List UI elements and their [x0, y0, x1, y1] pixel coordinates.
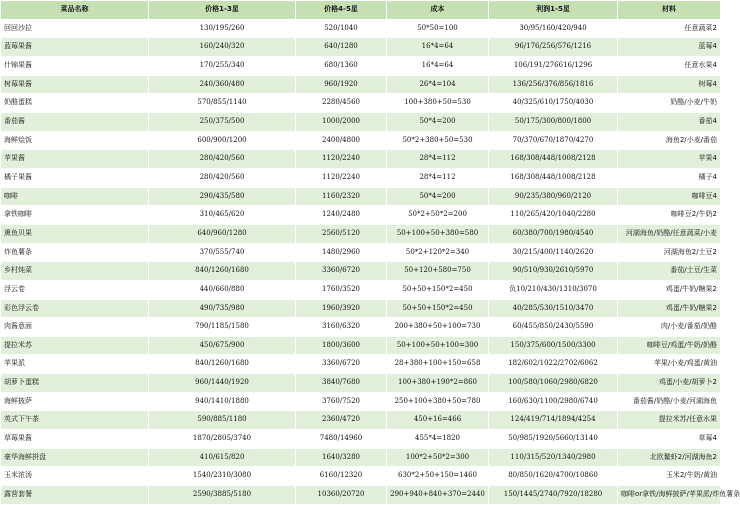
ingredients-cell: 草莓4 [618, 430, 721, 449]
price-4-5-cell: 1240/2480 [296, 206, 387, 225]
table-row [1, 467, 721, 486]
ingredients-cell: 咖啡or拿铁/海鲜披萨/苹果派/炸鱼薯条 [618, 486, 721, 505]
price-4-5-cell: 2400/4800 [296, 131, 387, 150]
price-4-5-cell: 1000/2000 [296, 112, 387, 131]
price-1-3-cell: 840/1260/1680 [149, 355, 296, 374]
price-1-3-cell: 370/555/740 [149, 243, 296, 262]
price-4-5-cell: 1640/3280 [296, 448, 387, 467]
dish-name-cell: 拿铁咖啡 [1, 206, 149, 225]
cost-cell: 50*2+380+50=530 [387, 131, 489, 150]
table-row [1, 19, 721, 38]
ingredients-cell: 蓝莓4 [618, 38, 721, 57]
ingredients-cell: 奶酪/小麦/牛奶 [618, 94, 721, 113]
ingredients-cell: 咖啡豆2/牛奶2 [618, 206, 721, 225]
price-1-3-cell: 1540/2310/3080 [149, 467, 296, 486]
price-4-5-cell: 520/1040 [296, 19, 387, 38]
cost-cell: 50*50=100 [387, 19, 489, 38]
ingredients-cell: 河湖海鱼/奶酪/任意蔬菜/小麦 [618, 224, 721, 243]
price-1-3-cell: 410/615/820 [149, 448, 296, 467]
cost-cell: 50*4=200 [387, 187, 489, 206]
profit-cell: 100/580/1060/2980/6820 [489, 374, 618, 393]
cost-cell: 16*4=64 [387, 56, 489, 75]
price-1-3-cell: 960/1440/1920 [149, 374, 296, 393]
cost-cell: 16*4=64 [387, 38, 489, 57]
ingredients-cell: 河湖海鱼2/土豆2 [618, 243, 721, 262]
price-1-3-cell: 310/465/620 [149, 206, 296, 225]
table-row [1, 38, 721, 57]
profit-cell: 90/235/380/960/2120 [489, 187, 618, 206]
dish-name-cell: 奶酪蛋糕 [1, 94, 149, 113]
dish-name-cell: 英式下午茶 [1, 411, 149, 430]
dish-name-cell: 海鲜披萨 [1, 392, 149, 411]
dish-name-cell: 橘子果酱 [1, 168, 149, 187]
price-4-5-cell: 1760/3520 [296, 280, 387, 299]
profit-cell: 70/370/670/1870/4270 [489, 131, 618, 150]
price-1-3-cell: 640/960/1280 [149, 224, 296, 243]
price-1-3-cell: 240/360/480 [149, 75, 296, 94]
cost-cell: 50*2+50*2=200 [387, 206, 489, 225]
price-1-3-cell: 160/240/320 [149, 38, 296, 57]
profit-cell: 182/602/1022/2702/6062 [489, 355, 618, 374]
price-1-3-cell: 250/375/500 [149, 112, 296, 131]
dish-name-cell: 苹果酱 [1, 150, 149, 169]
dish-name-cell: 玉米浓汤 [1, 467, 149, 486]
table-row [1, 243, 721, 262]
price-4-5-cell: 1480/2960 [296, 243, 387, 262]
price-4-5-cell: 10360/20720 [296, 486, 387, 505]
dish-name-cell: 乡村炖菜 [1, 262, 149, 281]
dish-name-cell: 苹果派 [1, 355, 149, 374]
price-4-5-cell: 2360/4720 [296, 411, 387, 430]
profit-cell: 30/95/160/420/940 [489, 19, 618, 38]
profit-cell: 106/191/276616/1296 [489, 56, 618, 75]
price-4-5-cell: 960/1920 [296, 75, 387, 94]
cost-cell: 290+940+840+370=2440 [387, 486, 489, 505]
ingredients-cell: 番茄酱/奶酪/小麦/河湖海鱼 [618, 392, 721, 411]
ingredients-cell: 玉米2/牛奶/黄油 [618, 467, 721, 486]
table-row [1, 411, 721, 430]
price-1-3-cell: 840/1260/1680 [149, 262, 296, 281]
table-row [1, 206, 721, 225]
header-price-1-3-star: 价格1-3星 [149, 1, 296, 20]
price-4-5-cell: 680/1360 [296, 56, 387, 75]
table-row [1, 336, 721, 355]
ingredients-cell: 提拉米苏/任意水果 [618, 411, 721, 430]
dish-name-cell: 什锦果酱 [1, 56, 149, 75]
profit-cell: 160/630/1100/2980/6740 [489, 392, 618, 411]
dish-name-cell: 肉酱意面 [1, 318, 149, 337]
price-4-5-cell: 3360/6720 [296, 262, 387, 281]
header-dish-name: 菜品名称 [1, 1, 149, 20]
price-4-5-cell: 3160/6320 [296, 318, 387, 337]
cost-cell: 250+100+380+50=780 [387, 392, 489, 411]
cost-cell: 50+50+150*2=450 [387, 280, 489, 299]
cost-cell: 450+16=466 [387, 411, 489, 430]
table-row [1, 131, 721, 150]
profit-cell: 110/265/420/1040/2280 [489, 206, 618, 225]
cost-cell: 50+100+50+380=580 [387, 224, 489, 243]
price-4-5-cell: 3760/7520 [296, 392, 387, 411]
profit-cell: 90/510/930/2610/5970 [489, 262, 618, 281]
table-row [1, 75, 721, 94]
ingredients-cell: 任意蔬菜2 [618, 19, 721, 38]
price-4-5-cell: 3840/7680 [296, 374, 387, 393]
dish-name-cell: 浮云卷 [1, 280, 149, 299]
table-row [1, 486, 721, 505]
price-1-3-cell: 570/855/1140 [149, 94, 296, 113]
price-4-5-cell: 1120/2240 [296, 168, 387, 187]
table-row [1, 150, 721, 169]
cost-cell: 50*2+120*2=340 [387, 243, 489, 262]
ingredients-cell: 橘子4 [618, 168, 721, 187]
cost-cell: 50+50+150*2=450 [387, 299, 489, 318]
cost-cell: 50+100+50+100=300 [387, 336, 489, 355]
price-1-3-cell: 290/435/580 [149, 187, 296, 206]
ingredients-cell: 咖啡豆4 [618, 187, 721, 206]
cost-cell: 200+380+50+100=730 [387, 318, 489, 337]
dish-name-cell: 露营套餐 [1, 486, 149, 505]
header-row [1, 1, 721, 20]
price-4-5-cell: 1120/2240 [296, 150, 387, 169]
profit-cell: 136/256/376/856/1816 [489, 75, 618, 94]
price-1-3-cell: 790/1185/1580 [149, 318, 296, 337]
cost-cell: 26*4=104 [387, 75, 489, 94]
ingredients-cell: 肉/小麦/番茄/奶酪 [618, 318, 721, 337]
profit-cell: 30/215/400/1140/2620 [489, 243, 618, 262]
table-row [1, 392, 721, 411]
price-4-5-cell: 1800/3600 [296, 336, 387, 355]
table-header [1, 1, 721, 20]
cost-cell: 100+380+190*2=860 [387, 374, 489, 393]
price-4-5-cell: 2280/4560 [296, 94, 387, 113]
ingredients-cell: 树莓4 [618, 75, 721, 94]
dish-name-cell: 彩色浮云卷 [1, 299, 149, 318]
price-4-5-cell: 1960/3920 [296, 299, 387, 318]
profit-cell: 60/455/850/2430/5590 [489, 318, 618, 337]
cost-cell: 100*2+50*2=300 [387, 448, 489, 467]
cost-cell: 28*4=112 [387, 150, 489, 169]
table-row [1, 56, 721, 75]
profit-cell: 150/375/600/1500/3300 [489, 336, 618, 355]
dish-name-cell: 胡萝卜蛋糕 [1, 374, 149, 393]
price-1-3-cell: 170/255/340 [149, 56, 296, 75]
cost-cell: 28+380+100+150=658 [387, 355, 489, 374]
table-row [1, 187, 721, 206]
profit-cell: 150/1445/2740/7920/18280 [489, 486, 618, 505]
profit-cell: 110/315/520/1340/2980 [489, 448, 618, 467]
dish-name-cell: 树莓果酱 [1, 75, 149, 94]
dish-name-cell: 炸鱼薯条 [1, 243, 149, 262]
profit-cell: 负10/210/430/1310/3070 [489, 280, 618, 299]
table-row [1, 280, 721, 299]
header-cost: 成本 [387, 1, 489, 20]
price-1-3-cell: 1870/2805/3740 [149, 430, 296, 449]
table-row [1, 430, 721, 449]
cost-cell: 50+120+580=750 [387, 262, 489, 281]
profit-cell: 168/308/448/1008/2128 [489, 168, 618, 187]
table-row [1, 112, 721, 131]
price-1-3-cell: 280/420/560 [149, 150, 296, 169]
table-row [1, 262, 721, 281]
ingredients-cell: 任意水果4 [618, 56, 721, 75]
profit-cell: 124/419/714/1894/4254 [489, 411, 618, 430]
profit-cell: 40/285/530/1510/3470 [489, 299, 618, 318]
price-1-3-cell: 590/885/1180 [149, 411, 296, 430]
cost-cell: 630*2+50+150=1460 [387, 467, 489, 486]
price-1-3-cell: 600/900/1200 [149, 131, 296, 150]
dish-name-cell: 蓝莓果酱 [1, 38, 149, 57]
profit-cell: 40/325/610/1750/4030 [489, 94, 618, 113]
header-ingredients: 材料 [618, 1, 721, 20]
price-1-3-cell: 440/660/880 [149, 280, 296, 299]
price-4-5-cell: 3360/6720 [296, 355, 387, 374]
dish-name-cell: 豪华海鲜拼盘 [1, 448, 149, 467]
table-row [1, 318, 721, 337]
dish-name-cell: 提拉米苏 [1, 336, 149, 355]
ingredients-cell: 苹果/小麦/鸡蛋/黄油 [618, 355, 721, 374]
dish-name-cell: 番茄酱 [1, 112, 149, 131]
dish-name-cell: 回回沙拉 [1, 19, 149, 38]
price-4-5-cell: 6160/12320 [296, 467, 387, 486]
table-body [1, 19, 740, 504]
dish-name-cell: 海鲜烩饭 [1, 131, 149, 150]
profit-cell: 50/175/300/800/1800 [489, 112, 618, 131]
price-1-3-cell: 490/735/980 [149, 299, 296, 318]
ingredients-cell: 鸡蛋/小麦/胡萝卜2 [618, 374, 721, 393]
dish-name-cell: 咖啡 [1, 187, 149, 206]
dish-name-cell: 草莓果酱 [1, 430, 149, 449]
table-row [1, 374, 721, 393]
header-price-4-5-star: 价格4-5星 [296, 1, 387, 20]
ingredients-cell: 海鱼2/小麦/番茄 [618, 131, 721, 150]
cost-cell: 50*4=200 [387, 112, 489, 131]
cost-cell: 455*4=1820 [387, 430, 489, 449]
price-4-5-cell: 7480/14960 [296, 430, 387, 449]
profit-cell: 96/176/256/576/1216 [489, 38, 618, 57]
ingredients-cell: 番茄/土豆/生菜 [618, 262, 721, 281]
price-1-3-cell: 280/420/560 [149, 168, 296, 187]
table-row [1, 299, 721, 318]
price-4-5-cell: 640/1280 [296, 38, 387, 57]
cost-cell: 28*4=112 [387, 168, 489, 187]
price-1-3-cell: 130/195/260 [149, 19, 296, 38]
price-4-5-cell: 2560/5120 [296, 224, 387, 243]
header-profit: 利润1-5星 [489, 1, 618, 20]
ingredients-cell: 苹果4 [618, 150, 721, 169]
table-row [1, 224, 721, 243]
dish-name-cell: 熏鱼贝果 [1, 224, 149, 243]
table-row [1, 448, 721, 467]
profit-cell: 60/380/700/1980/4540 [489, 224, 618, 243]
profit-cell: 168/308/448/1008/2128 [489, 150, 618, 169]
price-1-3-cell: 2590/3885/5180 [149, 486, 296, 505]
table-row [1, 355, 721, 374]
cost-cell: 100+380+50=530 [387, 94, 489, 113]
price-1-3-cell: 940/1410/1880 [149, 392, 296, 411]
price-1-3-cell: 450/675/900 [149, 336, 296, 355]
ingredients-cell: 咖啡豆/鸡蛋/牛奶/奶酪 [618, 336, 721, 355]
table-row [1, 94, 721, 113]
ingredients-cell: 番茄4 [618, 112, 721, 131]
profit-cell: 50/985/1920/5660/13140 [489, 430, 618, 449]
ingredients-cell: 鸡蛋/牛奶/糖果2 [618, 280, 721, 299]
price-4-5-cell: 1160/2320 [296, 187, 387, 206]
ingredients-cell: 北欧鳌虾2/河湖海鱼2 [618, 448, 721, 467]
ingredients-cell: 鸡蛋/牛奶/糖果2 [618, 299, 721, 318]
table-row [1, 168, 721, 187]
profit-cell: 80/850/1620/4700/10860 [489, 467, 618, 486]
